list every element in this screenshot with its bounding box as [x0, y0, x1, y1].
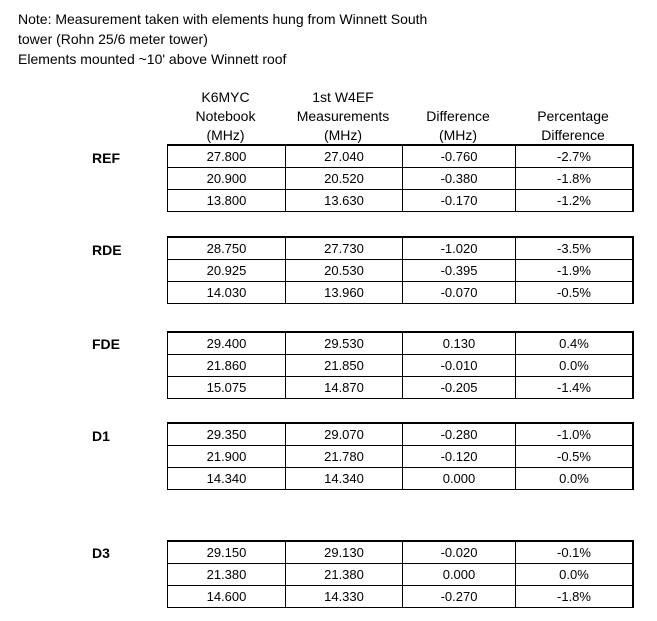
group-label-d1: D1 [92, 428, 110, 444]
cell-notebook: 21.380 [168, 564, 286, 586]
cell-measured: 14.340 [286, 468, 403, 490]
cell-difference: -1.020 [403, 237, 516, 260]
cell-measured: 21.780 [286, 446, 403, 468]
cell-notebook: 29.400 [168, 332, 286, 355]
header-percentage-difference [514, 107, 632, 145]
cell-percentage: -0.5% [516, 282, 634, 304]
cell-notebook: 14.340 [168, 468, 286, 490]
table-d1 [167, 422, 634, 490]
cell-notebook: 14.600 [168, 586, 286, 608]
cell-measured: 27.040 [286, 145, 403, 168]
header-k6myc-line-2: Notebook [195, 108, 256, 124]
cell-difference: -0.205 [403, 377, 516, 399]
cell-notebook: 28.750 [168, 237, 286, 260]
header-w4ef-line-2: Measurements [296, 108, 390, 124]
table-row [168, 446, 634, 468]
cell-difference: -0.020 [403, 541, 516, 564]
cell-measured: 13.630 [286, 190, 403, 212]
cell-difference: -0.170 [403, 190, 516, 212]
cell-percentage: -1.0% [516, 423, 634, 446]
header-w4ef-line-1: 1st W4EF [312, 89, 374, 105]
cell-percentage: -1.8% [516, 586, 634, 608]
cell-measured: 20.530 [286, 260, 403, 282]
cell-notebook: 20.925 [168, 260, 286, 282]
group-label-d3: D3 [92, 545, 110, 561]
table-row [168, 355, 634, 377]
cell-notebook: 21.900 [168, 446, 286, 468]
table-row [168, 332, 634, 355]
header-w4ef-measurements [284, 88, 402, 145]
cell-percentage: -0.5% [516, 446, 634, 468]
table-row [168, 282, 634, 304]
cell-notebook: 20.900 [168, 168, 286, 190]
cell-difference: -0.760 [403, 145, 516, 168]
cell-notebook: 14.030 [168, 282, 286, 304]
table-row [168, 564, 634, 586]
cell-difference: -0.010 [403, 355, 516, 377]
note-line-3: Elements mounted ~10' above Winnett roof [18, 51, 287, 67]
table-row [168, 260, 634, 282]
cell-percentage: -1.8% [516, 168, 634, 190]
cell-difference: -0.280 [403, 423, 516, 446]
cell-measured: 21.850 [286, 355, 403, 377]
cell-difference: -0.270 [403, 586, 516, 608]
header-difference-line-2: (MHz) [438, 127, 478, 143]
header-difference-line-1: Difference [426, 108, 490, 124]
table-fde [167, 331, 634, 399]
cell-difference: -0.120 [403, 446, 516, 468]
cell-percentage: 0.0% [516, 355, 634, 377]
note-line-2: tower (Rohn 25/6 meter tower) [18, 31, 208, 47]
table-row [168, 541, 634, 564]
measurement-note [18, 9, 618, 69]
cell-difference: 0.130 [403, 332, 516, 355]
header-k6myc-line-3: (MHz) [206, 127, 245, 143]
cell-percentage: -3.5% [516, 237, 634, 260]
table-row [168, 586, 634, 608]
header-difference [401, 107, 515, 145]
table-rde [167, 236, 634, 304]
cell-percentage: -0.1% [516, 541, 634, 564]
table-d3 [167, 540, 634, 608]
cell-measured: 27.730 [286, 237, 403, 260]
table-row [168, 145, 634, 168]
table-ref [167, 144, 634, 212]
cell-difference: 0.000 [403, 468, 516, 490]
group-label-fde: FDE [92, 336, 120, 352]
header-percentage-line-1: Percentage [537, 108, 609, 124]
table-row [168, 423, 634, 446]
cell-difference: -0.380 [403, 168, 516, 190]
cell-difference: 0.000 [403, 564, 516, 586]
table-row [168, 237, 634, 260]
cell-notebook: 15.075 [168, 377, 286, 399]
cell-percentage: 0.4% [516, 332, 634, 355]
cell-notebook: 29.350 [168, 423, 286, 446]
cell-measured: 13.960 [286, 282, 403, 304]
cell-notebook: 27.800 [168, 145, 286, 168]
cell-measured: 29.530 [286, 332, 403, 355]
cell-percentage: -2.7% [516, 145, 634, 168]
cell-notebook: 21.860 [168, 355, 286, 377]
header-w4ef-line-3: (MHz) [323, 127, 363, 143]
table-row [168, 468, 634, 490]
group-label-rde: RDE [92, 242, 122, 258]
cell-percentage: -1.9% [516, 260, 634, 282]
table-row [168, 190, 634, 212]
cell-difference: -0.395 [403, 260, 516, 282]
table-row [168, 377, 634, 399]
cell-measured: 14.330 [286, 586, 403, 608]
cell-measured: 29.070 [286, 423, 403, 446]
table-row [168, 168, 634, 190]
cell-measured: 14.870 [286, 377, 403, 399]
cell-notebook: 13.800 [168, 190, 286, 212]
cell-measured: 21.380 [286, 564, 403, 586]
cell-difference: -0.070 [403, 282, 516, 304]
cell-measured: 29.130 [286, 541, 403, 564]
cell-percentage: 0.0% [516, 564, 634, 586]
group-label-ref: REF [92, 150, 120, 166]
header-k6myc-line-1: K6MYC [201, 89, 250, 105]
cell-measured: 20.520 [286, 168, 403, 190]
note-line-1: Note: Measurement taken with elements hung from Winnett South [18, 11, 428, 27]
cell-percentage: -1.2% [516, 190, 634, 212]
cell-notebook: 29.150 [168, 541, 286, 564]
cell-percentage: -1.4% [516, 377, 634, 399]
header-percentage-line-2: Difference [541, 127, 605, 143]
cell-percentage: 0.0% [516, 468, 634, 490]
header-k6myc-notebook [167, 88, 284, 145]
